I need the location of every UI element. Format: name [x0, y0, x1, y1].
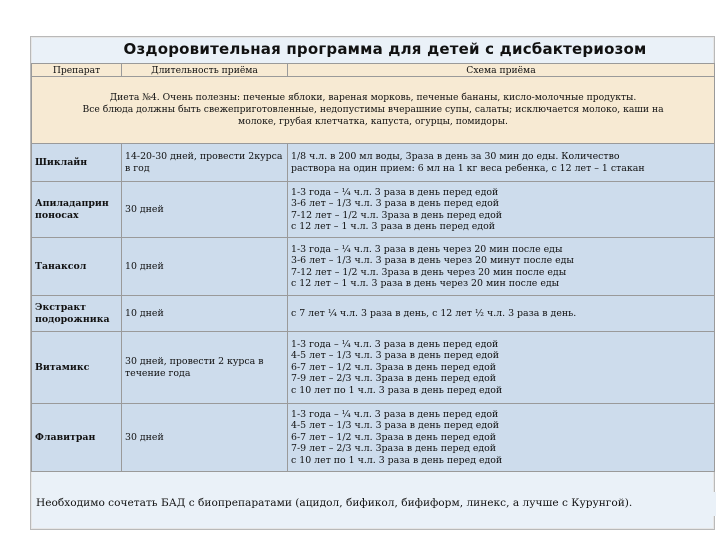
scheme-line: 1-3 года – ¼ ч.л. 3 раза в день перед едой — [291, 186, 499, 198]
drug-name: Апиладаприн поносах — [32, 182, 122, 238]
table-row — [32, 404, 715, 472]
scheme-line: 1-3 года – ¼ ч.л. 3 раза в день перед едой — [291, 338, 499, 350]
header-scheme: Схема приёма — [288, 64, 715, 77]
drug-name: Экстракт подорожника — [32, 296, 122, 332]
diet-row — [32, 77, 715, 144]
page-title: Оздоровительная программа для детей с дисбактериозом — [123, 40, 647, 58]
footer-note: Необходимо сочетать БАД с биопрепаратами (ацидол, бификол, бифиформ, линекс, а лучше с Курунгой). — [32, 492, 716, 516]
drug-duration: 14-20-30 дней, провести 2курса в год — [122, 144, 288, 182]
header-drug: Препарат — [32, 64, 122, 77]
drug-duration: 30 дней — [122, 182, 288, 238]
scheme-line: с 10 лет по 1 ч.л. 3 раза в день перед едой — [291, 454, 503, 466]
scheme-line: 3-6 лет – 1/3 ч.л. 3 раза в день через 20 минут после еды — [291, 255, 574, 267]
drug-scheme — [288, 182, 715, 238]
scheme-line: 1-3 года – ¼ ч.л. 3 раза в день через 20 мин после еды — [291, 243, 563, 255]
drug-scheme — [288, 404, 715, 472]
scheme-line: 7-12 лет – 1/2 ч.л. 3раза в день перед едой — [291, 209, 503, 221]
drug-scheme — [288, 238, 715, 296]
header-duration: Длительность приёма — [122, 64, 288, 77]
scheme-line: с 12 лет – 1 ч.л. 3 раза в день перед едой — [291, 220, 495, 232]
scheme-line: раствора на один прием: 6 мл на 1 кг веса ребенка, с 12 лет – 1 стакан — [291, 162, 645, 174]
drug-scheme — [288, 296, 715, 332]
scheme-line: 6-7 лет – 1/2 ч.л. 3раза в день перед едой — [291, 431, 497, 443]
table-row — [32, 238, 715, 296]
scheme-line: 7-9 лет – 2/3 ч.л. 3раза в день перед едой — [291, 373, 497, 385]
diet-line: Диета №4. Очень полезны: печеные яблоки, вареная морковь, печеные бананы, кисло-молочные продукты. — [109, 92, 637, 103]
drug-name: Танаксол — [32, 238, 122, 296]
diet-line: Все блюда должны быть свежеприготовленные, недопустимы вчерашние супы, салаты; исключается молоко, каши на — [82, 104, 664, 115]
drug-duration: 10 дней — [122, 296, 288, 332]
drug-duration: 30 дней — [122, 404, 288, 472]
table-row — [32, 332, 715, 404]
scheme-line: 4-5 лет – 1/3 ч.л. 3 раза в день перед едой — [291, 350, 500, 362]
diet-cell — [32, 77, 715, 144]
table-row — [32, 144, 715, 182]
drug-scheme — [288, 332, 715, 404]
scheme-line: 7-12 лет – 1/2 ч.л. 3раза в день через 20 мин после еды — [291, 266, 567, 278]
drug-duration: 10 дней — [122, 238, 288, 296]
scheme-line: 1/8 ч.л. в 200 мл воды, 3раза в день за 30 мин до еды. Количество — [291, 151, 620, 163]
table-header-row — [32, 64, 715, 77]
drug-name: Флавитран — [32, 404, 122, 472]
drug-duration: 30 дней, провести 2 курса в течение года — [122, 332, 288, 404]
table-row — [32, 296, 715, 332]
scheme-line: с 7 лет ¼ ч.л. 3 раза в день, с 12 лет ½ ч.л. 3 раза в день. — [291, 307, 577, 319]
scheme-line: 7-9 лет – 2/3 ч.л. 3раза в день перед едой — [291, 443, 497, 455]
drug-scheme — [288, 144, 715, 182]
scheme-line: 6-7 лет – 1/2 ч.л. 3раза в день перед едой — [291, 361, 497, 373]
drug-name: Шиклайн — [32, 144, 122, 182]
scheme-line: с 10 лет по 1 ч.л. 3 раза в день перед едой — [291, 384, 503, 396]
scheme-line: 4-5 лет – 1/3 ч.л. 3 раза в день перед едой — [291, 420, 500, 432]
table-row — [32, 182, 715, 238]
drug-name: Витамикс — [32, 332, 122, 404]
scheme-line: 1-3 года – ¼ ч.л. 3 раза в день перед едой — [291, 408, 499, 420]
scheme-line: 3-6 лет – 1/3 ч.л. 3 раза в день перед едой — [291, 198, 500, 210]
program-table — [31, 63, 715, 472]
diet-line: молоке, грубая клетчатка, капуста, огурцы, помидоры. — [238, 116, 508, 127]
scheme-line: с 12 лет – 1 ч.л. 3 раза в день через 20 мин после еды — [291, 277, 560, 289]
